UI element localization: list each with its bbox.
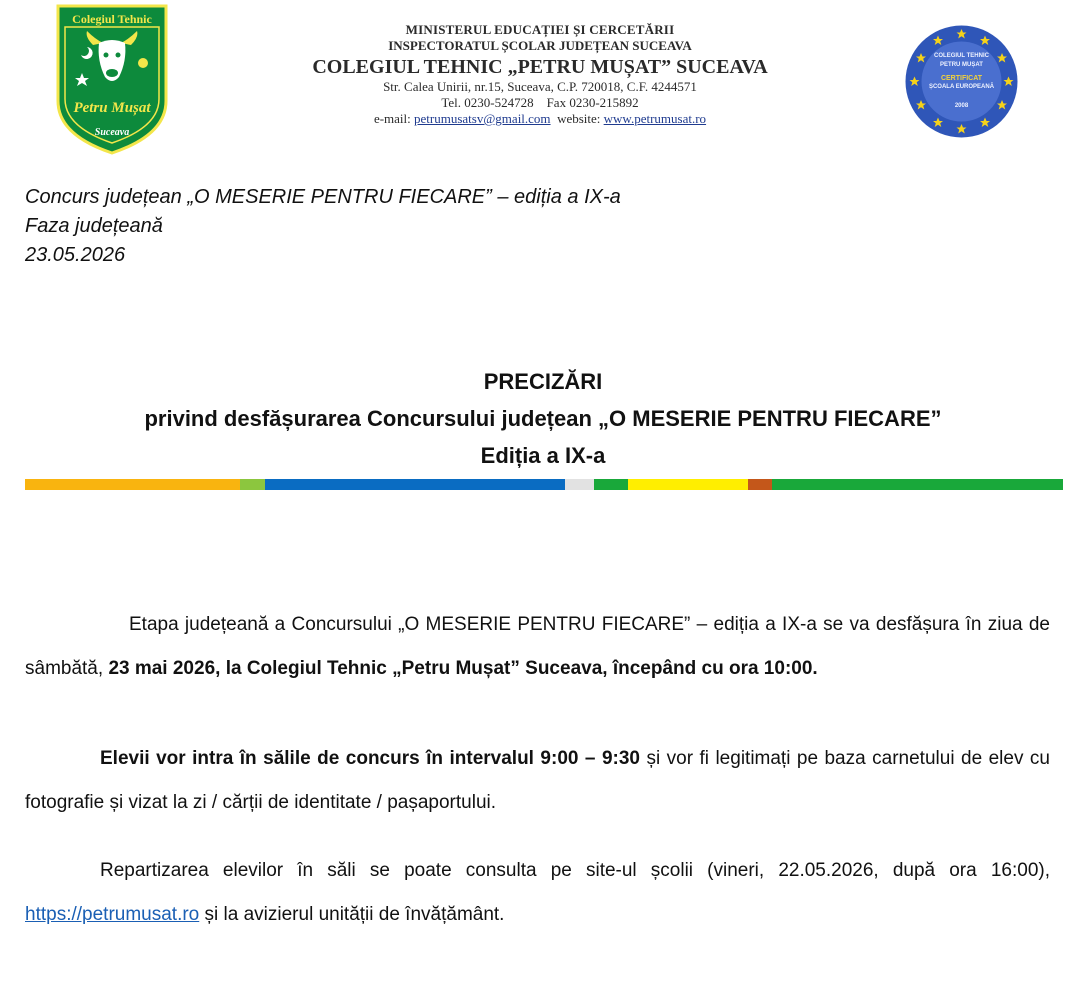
fax-number: Fax 0230-215892 [546,95,639,110]
paragraph-schedule-bold: 23 mai 2026, la Colegiul Tehnic „Petru Mușat” Suceava, începând cu ora 10:00. [108,658,818,679]
school-website-link[interactable]: https://petrumusat.ro [25,904,200,925]
website-link[interactable]: www.petrumusat.ro [603,111,707,126]
cert-line-4: ȘCOALA EUROPEANĂ [928,84,995,90]
cert-line-1: COLEGIUL TEHNIC [934,53,989,59]
document-heading [0,363,1086,474]
college-name: COLEGIUL TEHNIC „PETRU MUȘAT” SUCEAVA [312,56,768,78]
document-intro [25,183,621,270]
phase-line: Faza județeană [25,215,163,237]
color-bar-segment [748,479,772,490]
email-label: e-mail: [373,111,411,126]
decorative-color-bar [25,479,1063,490]
color-bar-segment [772,479,1063,490]
paragraph-rooms-end: și la avizierul unității de învățământ. [199,904,505,925]
color-bar-segment [565,479,594,490]
phone-number: Tel. 0230-524728 [441,95,534,110]
college-address: Str. Calea Unirii, nr.15, Suceava, C.P. 720018, C.F. 4244571 [383,79,697,94]
cert-year: 2008 [954,103,969,109]
date-line: 23.05.2026 [25,244,126,266]
paragraph-schedule [25,603,1050,691]
crest-top-label: Colegiul Tehnic [72,12,152,26]
paragraph-rooms-text: Repartizarea elevilor în săli se poate consulta pe site-ul școlii (vineri, 22.05.2026, după ora 16:00), [100,860,1050,881]
paragraph-schedule-text: Etapa județeană a Concursului „O MESERIE PENTRU FIECARE” – ediția a IX-a se va desfășura în ziua de sâmbătă, [25,614,1050,679]
color-bar-segment [628,479,748,490]
website-label: website: [557,111,601,126]
contest-line: Concurs județean „O MESERIE PENTRU FIECARE” – ediția a IX-a [25,186,621,208]
contact-web [240,111,840,127]
color-bar-segment [265,479,565,490]
paragraph-entry-bold: Elevii vor intra în sălile de concurs în intervalul 9:00 – 9:30 [100,748,640,769]
heading-subtitle: privind desfășurarea Concursului județean „O MESERIE PENTRU FIECARE” [144,406,942,431]
inspectorate-name: INSPECTORATUL ȘCOLAR JUDEȚEAN SUCEAVA [388,38,692,53]
color-bar-segment [594,479,628,490]
paragraph-rooms [25,849,1050,937]
letterhead [240,22,840,127]
cert-line-3: CERTIFICAT [940,75,983,82]
school-crest-logo [55,3,169,155]
european-school-certificate-badge [905,25,1018,138]
color-bar-segment [240,479,265,490]
crest-name-label: Petru Mușat [73,100,151,116]
heading-edition: Ediția a IX-a [480,443,606,468]
email-link[interactable]: petrumusatsv@gmail.com [414,111,551,126]
paragraph-entry [25,737,1050,825]
cert-line-2: PETRU MUȘAT [940,62,983,68]
contact-phones [240,95,840,111]
color-bar-segment [25,479,240,490]
crest-city-label: Suceava [94,127,130,138]
paragraph-entry-text: și vor fi legitimați pe baza carnetului de elev cu fotografie și vizat la zi / cărții de identitate / pașaportului. [25,748,1050,813]
ministry-name: MINISTERUL EDUCAȚIEI ȘI CERCETĂRII [405,22,675,37]
heading-title: PRECIZĂRI [483,369,603,394]
